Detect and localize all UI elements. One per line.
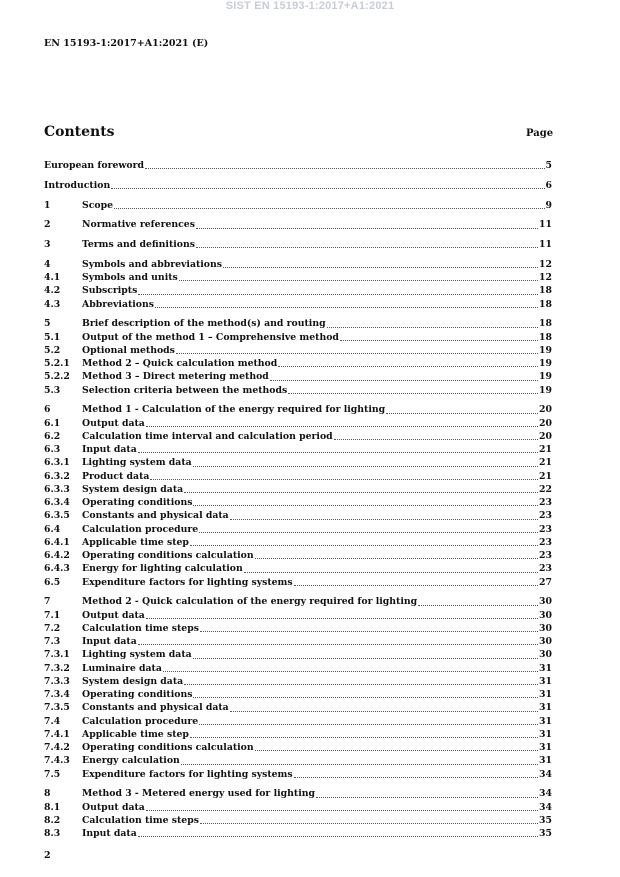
toc-entry-title: Constants and physical data: [82, 702, 229, 714]
toc-entry[interactable]: [44, 238, 552, 251]
toc-entry[interactable]: [44, 284, 552, 297]
toc-entry-title: Input data: [82, 444, 137, 455]
toc-entry-number: 7.4: [44, 715, 61, 727]
toc-entry-page: 12: [539, 258, 552, 270]
page-title: Contents: [44, 124, 115, 140]
toc-entry-page: 31: [539, 755, 552, 767]
toc-entry-title: Constants and physical data: [82, 510, 229, 522]
toc-entry[interactable]: [44, 317, 552, 330]
toc-entry-number: 6.3: [44, 444, 61, 455]
dot-leader: [111, 187, 544, 189]
dot-leader: [200, 822, 538, 824]
toc-entry-title: Brief description of the method(s) and routing: [82, 318, 326, 330]
toc-entry-page: 31: [539, 702, 552, 714]
toc-entry-title: Calculation time interval and calculation period: [82, 430, 333, 442]
toc-entry-page: 18: [539, 318, 552, 330]
toc-entry-title: Method 3 - Metered energy used for lighting: [82, 788, 315, 800]
toc-entry-page: 22: [539, 483, 552, 495]
toc-entry[interactable]: [44, 417, 552, 430]
toc-entry-title: Operating conditions calculation: [82, 742, 254, 753]
toc-entry-page: 9: [545, 199, 552, 211]
toc-entry-page: 30: [539, 649, 552, 661]
toc-entry-page: 23: [539, 497, 552, 508]
toc-entry-page: 23: [539, 510, 552, 522]
toc-entry-number: 6.4: [44, 523, 61, 535]
dot-leader: [386, 412, 538, 414]
toc-entry-title: Operating conditions: [82, 689, 193, 700]
toc-entry-title: Method 2 - Quick calculation of the energy required for lighting: [82, 596, 418, 608]
toc-entry-title: Calculation procedure: [82, 715, 199, 727]
toc-entry[interactable]: [44, 403, 552, 416]
toc-entry[interactable]: [44, 728, 552, 741]
toc-entry[interactable]: [44, 470, 552, 483]
dot-leader: [193, 657, 538, 659]
table-of-contents: [44, 159, 552, 840]
toc-entry-number: 7.5: [44, 768, 61, 780]
dot-leader: [146, 425, 538, 427]
dot-leader: [288, 392, 538, 394]
toc-entry-page: 20: [539, 430, 552, 442]
toc-entry-title: Normative references: [82, 219, 195, 231]
dot-leader: [255, 557, 538, 559]
toc-entry-number: 8.3: [44, 828, 61, 839]
dot-leader: [138, 643, 538, 645]
toc-entry-number: 7.2: [44, 622, 61, 634]
toc-entry-page: 27: [539, 576, 552, 588]
toc-entry-number: 6.2: [44, 430, 61, 442]
toc-entry-number: 6.4.3: [44, 563, 70, 575]
toc-entry-title: System design data: [82, 483, 184, 495]
toc-entry-page: 23: [539, 563, 552, 575]
toc-entry[interactable]: [44, 549, 552, 562]
toc-entry-title: Lighting system data: [82, 457, 192, 469]
toc-entry-title: Output of the method 1 – Comprehensive method: [82, 331, 339, 343]
toc-entry-title: Expenditure factors for lighting systems: [82, 576, 293, 588]
toc-entry-number: 5.2.1: [44, 358, 70, 369]
watermark: SIST EN 15193-1:2017+A1:2021: [225, 0, 395, 12]
toc-entry-page: 5: [545, 160, 552, 171]
dot-leader: [200, 630, 538, 632]
toc-entry-title: Operating conditions calculation: [82, 550, 254, 561]
toc-entry[interactable]: [44, 509, 552, 522]
toc-entry-title: Output data: [82, 801, 145, 813]
toc-entry[interactable]: [44, 562, 552, 575]
toc-entry-number: 7.3: [44, 636, 61, 647]
dot-leader: [193, 465, 538, 467]
toc-entry[interactable]: [44, 344, 552, 357]
toc-entry-title: Optional methods: [82, 344, 175, 356]
toc-entry[interactable]: [44, 595, 552, 608]
dot-leader: [230, 518, 538, 520]
toc-entry-number: 7.3.5: [44, 702, 70, 714]
toc-entry-title: Operating conditions: [82, 497, 193, 508]
toc-entry-number: 6.4.1: [44, 536, 70, 548]
dot-leader: [199, 723, 538, 725]
toc-entry-title: Abbreviations: [82, 298, 155, 310]
toc-entry-title: Input data: [82, 636, 137, 647]
toc-entry[interactable]: [44, 430, 552, 443]
toc-entry-title: Calculation time steps: [82, 814, 199, 826]
toc-entry-number: 6.4.2: [44, 550, 70, 561]
toc-entry-page: 31: [539, 675, 552, 687]
toc-entry[interactable]: [44, 715, 552, 728]
toc-entry-page: 23: [539, 523, 552, 535]
toc-entry-page: 34: [539, 768, 552, 780]
toc-entry[interactable]: [44, 483, 552, 496]
toc-entry-page: 23: [539, 536, 552, 548]
toc-entry-number: 5.2.2: [44, 371, 70, 383]
toc-entry-number: 1: [44, 199, 51, 211]
toc-entry-number: 7.3.2: [44, 662, 70, 674]
dot-leader: [146, 809, 538, 811]
dot-leader: [184, 491, 538, 493]
dot-leader: [223, 266, 538, 268]
dot-leader: [114, 207, 545, 209]
toc-entry-title: Method 1 - Calculation of the energy required for lighting: [82, 404, 386, 416]
toc-entry-number: 5.1: [44, 331, 61, 343]
toc-entry[interactable]: [44, 370, 552, 383]
toc-entry[interactable]: [44, 523, 552, 536]
toc-entry-title: Energy for lighting calculation: [82, 563, 243, 575]
dot-leader: [184, 683, 538, 685]
toc-entry-page: 31: [539, 728, 552, 740]
toc-entry[interactable]: [44, 688, 552, 701]
dot-leader: [196, 227, 538, 229]
toc-entry[interactable]: [44, 662, 552, 675]
dot-leader: [334, 438, 538, 440]
toc-entry[interactable]: [44, 768, 552, 781]
dot-leader: [190, 736, 538, 738]
toc-entry[interactable]: [44, 331, 552, 344]
dot-leader: [138, 835, 538, 837]
toc-entry-title: Scope: [82, 199, 113, 211]
toc-entry-page: 23: [539, 550, 552, 561]
toc-entry-number: 8.1: [44, 801, 61, 813]
toc-entry-page: 11: [539, 219, 552, 231]
toc-entry-page: 11: [539, 239, 552, 250]
dot-leader: [176, 352, 538, 354]
toc-entry-title: Selection criteria between the methods: [82, 384, 288, 396]
toc-entry-number: 4.3: [44, 298, 61, 310]
toc-entry-page: 19: [539, 384, 552, 396]
toc-entry-page: 20: [539, 404, 552, 416]
toc-entry-page: 18: [539, 331, 552, 343]
toc-entry-title: Symbols and units: [82, 272, 178, 283]
dot-leader: [418, 604, 538, 606]
toc-entry-page: 21: [539, 444, 552, 455]
document-header: EN 15193-1:2017+A1:2021 (E): [44, 38, 209, 49]
dot-leader: [244, 571, 538, 573]
toc-entry-page: 19: [539, 344, 552, 356]
dot-leader: [155, 306, 538, 308]
toc-entry-page: 18: [539, 298, 552, 310]
toc-entry-page: 31: [539, 715, 552, 727]
toc-entry-number: 5: [44, 318, 51, 330]
toc-entry-page: 18: [539, 285, 552, 297]
dot-leader: [179, 279, 538, 281]
page-number: 2: [44, 850, 51, 861]
dot-leader: [327, 326, 538, 328]
toc-entry-title: Expenditure factors for lighting systems: [82, 768, 293, 780]
toc-entry-page: 30: [539, 609, 552, 621]
toc-entry-number: 3: [44, 239, 51, 250]
toc-entry-page: 30: [539, 622, 552, 634]
toc-entry-title: Luminaire data: [82, 662, 162, 674]
toc-entry-title: Subscripts: [82, 285, 138, 297]
toc-entry-number: 7.4.3: [44, 755, 70, 767]
toc-entry-page: 19: [539, 358, 552, 369]
toc-entry[interactable]: [44, 787, 552, 800]
toc-entry-title: Calculation time steps: [82, 622, 199, 634]
toc-entry-number: 6.3.3: [44, 483, 70, 495]
toc-entry[interactable]: [44, 357, 552, 370]
toc-entry-title: Method 3 – Direct metering method: [82, 371, 269, 383]
toc-entry[interactable]: [44, 576, 552, 589]
toc-entry-page: 31: [539, 742, 552, 753]
toc-entry-title: Output data: [82, 609, 145, 621]
toc-entry-title: Output data: [82, 417, 145, 429]
toc-entry-page: 20: [539, 417, 552, 429]
toc-entry-number: 5.3: [44, 384, 61, 396]
toc-entry-page: 34: [539, 788, 552, 800]
dot-leader: [196, 246, 538, 248]
toc-entry-title: Introduction: [44, 179, 111, 191]
toc-entry-title: Energy calculation: [82, 755, 180, 767]
toc-entry[interactable]: [44, 814, 552, 827]
toc-entry[interactable]: [44, 179, 552, 192]
toc-entry-number: 6.3.2: [44, 470, 70, 482]
toc-entry-number: 5.2: [44, 344, 61, 356]
toc-entry-number: 4.1: [44, 272, 61, 283]
toc-entry-number: 6.3.1: [44, 457, 70, 469]
toc-entry-number: 2: [44, 219, 51, 231]
toc-entry-title: Input data: [82, 828, 137, 839]
dot-leader: [340, 339, 538, 341]
toc-entry[interactable]: [44, 536, 552, 549]
dot-leader: [138, 293, 538, 295]
toc-entry[interactable]: [44, 801, 552, 814]
toc-entry-number: 7.3.4: [44, 689, 70, 700]
toc-entry-title: Symbols and abbreviations: [82, 258, 222, 270]
toc-entry-title: Applicable time step: [82, 728, 189, 740]
toc-entry[interactable]: [44, 159, 552, 172]
toc-entry-page: 21: [539, 457, 552, 469]
toc-entry-number: 8.2: [44, 814, 61, 826]
toc-entry-page: 30: [539, 636, 552, 647]
toc-entry-title: Terms and definitions: [82, 239, 195, 250]
dot-leader: [163, 670, 538, 672]
toc-entry-title: Applicable time step: [82, 536, 189, 548]
toc-entry[interactable]: [44, 298, 552, 311]
toc-entry[interactable]: [44, 609, 552, 622]
toc-entry-page: 35: [539, 828, 552, 839]
dot-leader: [230, 710, 538, 712]
dot-leader: [255, 749, 538, 751]
dot-leader: [316, 796, 538, 798]
dot-leader: [138, 451, 538, 453]
dot-leader: [190, 544, 538, 546]
toc-entry-number: 6.3.5: [44, 510, 70, 522]
toc-entry-number: 4.2: [44, 285, 61, 297]
dot-leader: [150, 478, 538, 480]
toc-entry-page: 31: [539, 662, 552, 674]
toc-entry-title: Product data: [82, 470, 150, 482]
dot-leader: [145, 167, 545, 169]
toc-entry[interactable]: [44, 741, 552, 754]
dot-leader: [270, 379, 538, 381]
toc-entry-title: System design data: [82, 675, 184, 687]
toc-entry[interactable]: [44, 218, 552, 231]
toc-entry[interactable]: [44, 384, 552, 397]
toc-entry[interactable]: [44, 648, 552, 661]
dot-leader: [146, 617, 538, 619]
toc-entry[interactable]: [44, 635, 552, 648]
toc-entry-number: 7: [44, 596, 51, 608]
toc-entry[interactable]: [44, 496, 552, 509]
toc-entry-title: Lighting system data: [82, 649, 192, 661]
toc-entry-page: 30: [539, 596, 552, 608]
toc-entry-title: Method 2 – Quick calculation method: [82, 358, 278, 369]
toc-entry[interactable]: [44, 456, 552, 469]
toc-entry-page: 12: [539, 272, 552, 283]
toc-entry-page: 34: [539, 801, 552, 813]
toc-entry-title: European foreword: [44, 160, 144, 171]
toc-entry[interactable]: [44, 622, 552, 635]
toc-entry-number: 7.3.3: [44, 675, 70, 687]
toc-entry-number: 6.5: [44, 576, 61, 588]
toc-entry-page: 21: [539, 470, 552, 482]
toc-entry-number: 6: [44, 404, 51, 416]
dot-leader: [193, 504, 538, 506]
dot-leader: [193, 696, 538, 698]
dot-leader: [294, 776, 538, 778]
dot-leader: [199, 531, 538, 533]
toc-entry[interactable]: [44, 258, 552, 271]
toc-entry-title: Calculation procedure: [82, 523, 199, 535]
toc-entry[interactable]: [44, 675, 552, 688]
page-column-label: Page: [526, 128, 554, 139]
toc-entry-number: 7.4.2: [44, 742, 70, 753]
toc-entry-number: 7.1: [44, 609, 61, 621]
toc-entry-page: 19: [539, 371, 552, 383]
dot-leader: [181, 763, 538, 765]
toc-entry-number: 7.4.1: [44, 728, 70, 740]
toc-entry[interactable]: [44, 701, 552, 714]
toc-entry[interactable]: [44, 754, 552, 767]
dot-leader: [294, 584, 538, 586]
toc-entry-number: 4: [44, 258, 51, 270]
toc-entry[interactable]: [44, 443, 552, 456]
toc-entry-number: 7.3.1: [44, 649, 70, 661]
toc-entry-page: 31: [539, 689, 552, 700]
toc-entry-number: 6.3.4: [44, 497, 70, 508]
toc-entry[interactable]: [44, 827, 552, 840]
toc-entry-page: 6: [545, 179, 552, 191]
dot-leader: [278, 365, 538, 367]
toc-entry[interactable]: [44, 199, 552, 212]
toc-entry-page: 35: [539, 814, 552, 826]
toc-entry-number: 8: [44, 788, 51, 800]
toc-entry[interactable]: [44, 271, 552, 284]
toc-entry-number: 6.1: [44, 417, 61, 429]
